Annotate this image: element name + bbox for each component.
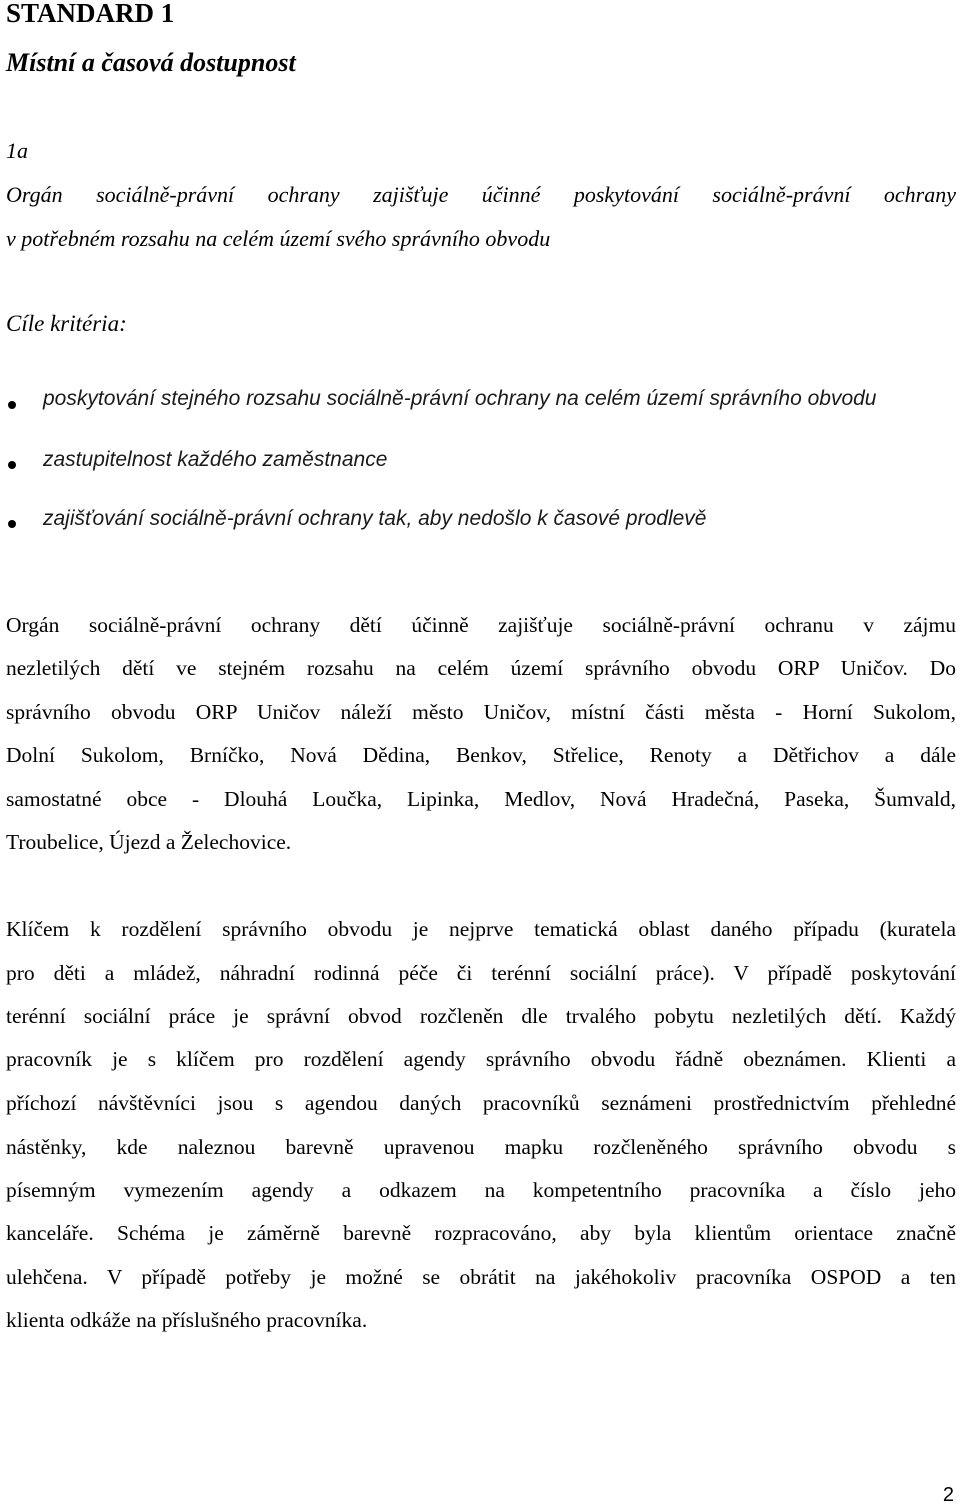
paragraph-line: terénní sociální práce je správní obvod rozčleněn dle trvalého pobytu nezletilých dětí. Každý [6,1004,956,1028]
paragraph-line: Troubelice, Újezd a Želechovice. [6,830,292,854]
criterion-heading-line: Orgán sociálně-právní ochrany zajišťuje účinné poskytování sociálně-právní ochrany [6,182,956,207]
paragraph-line: klienta odkáže na příslušného pracovníka. [6,1308,368,1332]
paragraph-line: kanceláře. Schéma je záměrně barevně rozpracováno, aby byla klientům orientace značně [6,1221,956,1245]
paragraph-line: pracovník je s klíčem pro rozdělení agendy správního obvodu řádně obeznámen. Klienti a [6,1047,956,1071]
paragraph-line: nezletilých dětí ve stejném rozsahu na celém území správního obvodu ORP Uničov. Do [6,656,956,680]
bullet-icon [8,461,16,469]
paragraph-line: správního obvodu ORP Uničov náleží město Uničov, místní části města - Horní Sukolom, [6,700,956,724]
standard-title: STANDARD 1 [6,0,175,28]
paragraph-line: Klíčem k rozdělení správního obvodu je nejprve tematická oblast daného případu (kuratela [6,917,956,941]
page-number: 2 [942,1484,954,1506]
goal-item: poskytování stejného rozsahu sociálně-právní ochrany na celém území správního obvodu [43,387,877,410]
bullet-icon [8,520,16,528]
goal-item: zajišťování sociálně-právní ochrany tak, aby nedošlo k časové prodlevě [43,507,707,530]
paragraph-line: Orgán sociálně-právní ochrany dětí účinně zajišťuje sociálně-právní ochranu v zájmu [6,613,956,637]
criterion-code: 1a [6,138,28,163]
paragraph-line: ulehčena. V případě potřeby je možné se obrátit na jakéhokoliv pracovníka OSPOD a ten [6,1265,956,1289]
goal-item: zastupitelnost každého zaměstnance [43,448,388,471]
paragraph-line: samostatné obce - Dlouhá Loučka, Lipinka, Medlov, Nová Hradečná, Paseka, Šumvald, [6,787,956,811]
paragraph-line: pro děti a mládež, náhradní rodinná péče či terénní sociální práce). V případě poskytování [6,961,956,985]
bullet-icon [8,401,16,409]
paragraph-line: nástěnky, kde naleznou barevně upravenou mapku rozčleněného správního obvodu s [6,1135,956,1159]
paragraph-line: příchozí návštěvníci jsou s agendou daných pracovníků seznámeni prostřednictvím přehledné [6,1091,956,1115]
goals-label: Cíle kritéria: [6,311,127,336]
standard-subtitle: Místní a časová dostupnost [6,48,296,77]
criterion-heading-line: v potřebném rozsahu na celém území svého správního obvodu [6,226,551,251]
paragraph-line: Dolní Sukolom, Brníčko, Nová Dědina, Benkov, Střelice, Renoty a Dětřichov a dále [6,743,956,767]
paragraph-line: písemným vymezením agendy a odkazem na kompetentního pracovníka a číslo jeho [6,1178,956,1202]
